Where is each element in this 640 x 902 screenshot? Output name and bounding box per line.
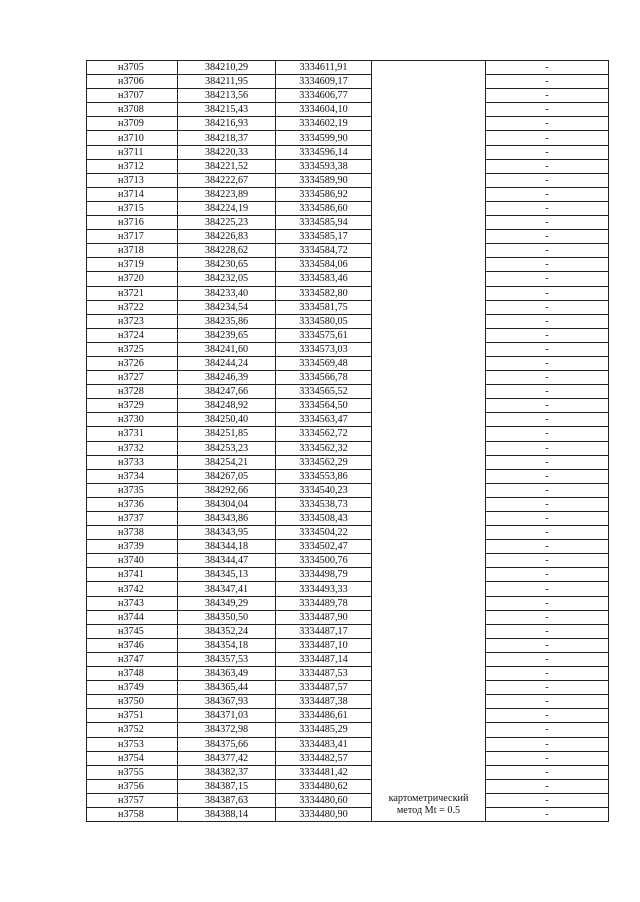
x-coordinate-cell: 384222,67 bbox=[178, 173, 276, 187]
x-coordinate-cell: 384223,89 bbox=[178, 187, 276, 201]
point-id-cell: н3755 bbox=[87, 765, 178, 779]
table-row bbox=[87, 371, 609, 385]
table-row bbox=[87, 61, 609, 75]
error-cell: - bbox=[486, 103, 609, 117]
x-coordinate-cell: 384382,37 bbox=[178, 765, 276, 779]
y-coordinate-cell: 3334486,61 bbox=[276, 709, 372, 723]
point-id-cell: н3757 bbox=[87, 793, 178, 807]
point-id-cell: н3706 bbox=[87, 75, 178, 89]
table-row bbox=[87, 455, 609, 469]
y-coordinate-cell: 3334563,47 bbox=[276, 413, 372, 427]
method-accuracy-label: метод Mt = 0.5 bbox=[396, 805, 461, 817]
x-coordinate-cell: 384253,23 bbox=[178, 441, 276, 455]
point-id-cell: н3712 bbox=[87, 159, 178, 173]
error-cell: - bbox=[486, 526, 609, 540]
x-coordinate-cell: 384267,05 bbox=[178, 469, 276, 483]
x-coordinate-cell: 384239,65 bbox=[178, 328, 276, 342]
y-coordinate-cell: 3334611,91 bbox=[276, 61, 372, 75]
x-coordinate-cell: 384347,41 bbox=[178, 582, 276, 596]
table-row bbox=[87, 356, 609, 370]
x-coordinate-cell: 384352,24 bbox=[178, 624, 276, 638]
x-coordinate-cell: 384225,23 bbox=[178, 216, 276, 230]
point-id-cell: н3730 bbox=[87, 413, 178, 427]
y-coordinate-cell: 3334582,80 bbox=[276, 286, 372, 300]
error-cell: - bbox=[486, 356, 609, 370]
x-coordinate-cell: 384377,42 bbox=[178, 751, 276, 765]
table-row bbox=[87, 596, 609, 610]
point-id-cell: н3731 bbox=[87, 427, 178, 441]
y-coordinate-cell: 3334480,62 bbox=[276, 779, 372, 793]
table-row bbox=[87, 695, 609, 709]
point-id-cell: н3737 bbox=[87, 512, 178, 526]
y-coordinate-cell: 3334480,60 bbox=[276, 793, 372, 807]
point-id-cell: н3729 bbox=[87, 399, 178, 413]
x-coordinate-cell: 384344,47 bbox=[178, 554, 276, 568]
x-coordinate-cell: 384343,86 bbox=[178, 512, 276, 526]
error-cell: - bbox=[486, 652, 609, 666]
error-cell: - bbox=[486, 681, 609, 695]
error-cell: - bbox=[486, 624, 609, 638]
error-cell: - bbox=[486, 638, 609, 652]
point-id-cell: н3751 bbox=[87, 709, 178, 723]
point-id-cell: н3716 bbox=[87, 216, 178, 230]
y-coordinate-cell: 3334586,92 bbox=[276, 187, 372, 201]
error-cell: - bbox=[486, 75, 609, 89]
x-coordinate-cell: 384215,43 bbox=[178, 103, 276, 117]
table-row bbox=[87, 610, 609, 624]
x-coordinate-cell: 384357,53 bbox=[178, 652, 276, 666]
point-id-cell: н3715 bbox=[87, 201, 178, 215]
point-id-cell: н3745 bbox=[87, 624, 178, 638]
table-row bbox=[87, 526, 609, 540]
x-coordinate-cell: 384343,95 bbox=[178, 526, 276, 540]
y-coordinate-cell: 3334489,78 bbox=[276, 596, 372, 610]
point-id-cell: н3756 bbox=[87, 779, 178, 793]
error-cell: - bbox=[486, 145, 609, 159]
table-row bbox=[87, 737, 609, 751]
y-coordinate-cell: 3334482,57 bbox=[276, 751, 372, 765]
error-cell: - bbox=[486, 554, 609, 568]
table-row bbox=[87, 244, 609, 258]
table-row bbox=[87, 145, 609, 159]
table-row bbox=[87, 117, 609, 131]
y-coordinate-cell: 3334602,19 bbox=[276, 117, 372, 131]
point-id-cell: н3747 bbox=[87, 652, 178, 666]
y-coordinate-cell: 3334487,17 bbox=[276, 624, 372, 638]
y-coordinate-cell: 3334589,90 bbox=[276, 173, 372, 187]
point-id-cell: н3742 bbox=[87, 582, 178, 596]
point-id-cell: н3705 bbox=[87, 61, 178, 75]
table-row bbox=[87, 681, 609, 695]
x-coordinate-cell: 384251,85 bbox=[178, 427, 276, 441]
y-coordinate-cell: 3334586,60 bbox=[276, 201, 372, 215]
y-coordinate-cell: 3334599,90 bbox=[276, 131, 372, 145]
error-cell: - bbox=[486, 723, 609, 737]
point-id-cell: н3733 bbox=[87, 455, 178, 469]
point-id-cell: н3728 bbox=[87, 385, 178, 399]
table-row bbox=[87, 413, 609, 427]
x-coordinate-cell: 384365,44 bbox=[178, 681, 276, 695]
y-coordinate-cell: 3334573,03 bbox=[276, 342, 372, 356]
y-coordinate-cell: 3334480,90 bbox=[276, 807, 372, 821]
point-id-cell: н3707 bbox=[87, 89, 178, 103]
table-row bbox=[87, 723, 609, 737]
x-coordinate-cell: 384349,29 bbox=[178, 596, 276, 610]
point-id-cell: н3727 bbox=[87, 371, 178, 385]
error-cell: - bbox=[486, 765, 609, 779]
point-id-cell: н3726 bbox=[87, 356, 178, 370]
x-coordinate-cell: 384254,21 bbox=[178, 455, 276, 469]
table-row bbox=[87, 272, 609, 286]
point-id-cell: н3736 bbox=[87, 497, 178, 511]
point-id-cell: н3754 bbox=[87, 751, 178, 765]
y-coordinate-cell: 3334569,48 bbox=[276, 356, 372, 370]
error-cell: - bbox=[486, 385, 609, 399]
point-id-cell: н3719 bbox=[87, 258, 178, 272]
error-cell: - bbox=[486, 469, 609, 483]
table-row bbox=[87, 230, 609, 244]
y-coordinate-cell: 3334538,73 bbox=[276, 497, 372, 511]
y-coordinate-cell: 3334483,41 bbox=[276, 737, 372, 751]
error-cell: - bbox=[486, 173, 609, 187]
error-cell: - bbox=[486, 159, 609, 173]
y-coordinate-cell: 3334580,05 bbox=[276, 314, 372, 328]
table-row bbox=[87, 512, 609, 526]
y-coordinate-cell: 3334583,46 bbox=[276, 272, 372, 286]
x-coordinate-cell: 384367,93 bbox=[178, 695, 276, 709]
x-coordinate-cell: 384247,66 bbox=[178, 385, 276, 399]
table-row bbox=[87, 483, 609, 497]
y-coordinate-cell: 3334562,72 bbox=[276, 427, 372, 441]
y-coordinate-cell: 3334562,32 bbox=[276, 441, 372, 455]
x-coordinate-cell: 384350,50 bbox=[178, 610, 276, 624]
point-id-cell: н3744 bbox=[87, 610, 178, 624]
y-coordinate-cell: 3334502,47 bbox=[276, 540, 372, 554]
table-row bbox=[87, 807, 609, 821]
x-coordinate-cell: 384363,49 bbox=[178, 667, 276, 681]
error-cell: - bbox=[486, 328, 609, 342]
table-row bbox=[87, 497, 609, 511]
error-cell: - bbox=[486, 371, 609, 385]
x-coordinate-cell: 384244,24 bbox=[178, 356, 276, 370]
table-row bbox=[87, 540, 609, 554]
point-id-cell: н3741 bbox=[87, 568, 178, 582]
point-id-cell: н3732 bbox=[87, 441, 178, 455]
x-coordinate-cell: 384211,95 bbox=[178, 75, 276, 89]
point-id-cell: н3738 bbox=[87, 526, 178, 540]
coordinates-table-body bbox=[87, 61, 609, 822]
x-coordinate-cell: 384375,66 bbox=[178, 737, 276, 751]
table-row bbox=[87, 385, 609, 399]
x-coordinate-cell: 384220,33 bbox=[178, 145, 276, 159]
error-cell: - bbox=[486, 300, 609, 314]
y-coordinate-cell: 3334487,38 bbox=[276, 695, 372, 709]
point-id-cell: н3722 bbox=[87, 300, 178, 314]
y-coordinate-cell: 3334487,14 bbox=[276, 652, 372, 666]
x-coordinate-cell: 384344,18 bbox=[178, 540, 276, 554]
error-cell: - bbox=[486, 286, 609, 300]
y-coordinate-cell: 3334564,50 bbox=[276, 399, 372, 413]
coordinates-table bbox=[86, 60, 609, 822]
error-cell: - bbox=[486, 512, 609, 526]
y-coordinate-cell: 3334504,22 bbox=[276, 526, 372, 540]
error-cell: - bbox=[486, 258, 609, 272]
x-coordinate-cell: 384224,19 bbox=[178, 201, 276, 215]
x-coordinate-cell: 384218,37 bbox=[178, 131, 276, 145]
table-row bbox=[87, 469, 609, 483]
point-id-cell: н3723 bbox=[87, 314, 178, 328]
y-coordinate-cell: 3334566,78 bbox=[276, 371, 372, 385]
x-coordinate-cell: 384372,98 bbox=[178, 723, 276, 737]
x-coordinate-cell: 384304,04 bbox=[178, 497, 276, 511]
error-cell: - bbox=[486, 582, 609, 596]
error-cell: - bbox=[486, 399, 609, 413]
error-cell: - bbox=[486, 793, 609, 807]
y-coordinate-cell: 3334481,42 bbox=[276, 765, 372, 779]
error-cell: - bbox=[486, 117, 609, 131]
y-coordinate-cell: 3334565,52 bbox=[276, 385, 372, 399]
table-row bbox=[87, 173, 609, 187]
y-coordinate-cell: 3334609,17 bbox=[276, 75, 372, 89]
error-cell: - bbox=[486, 610, 609, 624]
error-cell: - bbox=[486, 441, 609, 455]
table-row bbox=[87, 300, 609, 314]
error-cell: - bbox=[486, 807, 609, 821]
x-coordinate-cell: 384228,62 bbox=[178, 244, 276, 258]
x-coordinate-cell: 384233,40 bbox=[178, 286, 276, 300]
table-row bbox=[87, 399, 609, 413]
error-cell: - bbox=[486, 751, 609, 765]
error-cell: - bbox=[486, 244, 609, 258]
point-id-cell: н3749 bbox=[87, 681, 178, 695]
point-id-cell: н3752 bbox=[87, 723, 178, 737]
table-row bbox=[87, 131, 609, 145]
error-cell: - bbox=[486, 314, 609, 328]
x-coordinate-cell: 384292,66 bbox=[178, 483, 276, 497]
error-cell: - bbox=[486, 455, 609, 469]
x-coordinate-cell: 384246,39 bbox=[178, 371, 276, 385]
error-cell: - bbox=[486, 737, 609, 751]
table-row bbox=[87, 793, 609, 807]
table-row bbox=[87, 441, 609, 455]
method-cell bbox=[372, 61, 486, 822]
error-cell: - bbox=[486, 201, 609, 215]
table-row bbox=[87, 427, 609, 441]
error-cell: - bbox=[486, 667, 609, 681]
table-row bbox=[87, 216, 609, 230]
y-coordinate-cell: 3334485,29 bbox=[276, 723, 372, 737]
y-coordinate-cell: 3334498,79 bbox=[276, 568, 372, 582]
x-coordinate-cell: 384226,83 bbox=[178, 230, 276, 244]
table-row bbox=[87, 314, 609, 328]
y-coordinate-cell: 3334593,38 bbox=[276, 159, 372, 173]
y-coordinate-cell: 3334487,10 bbox=[276, 638, 372, 652]
y-coordinate-cell: 3334493,33 bbox=[276, 582, 372, 596]
table-row bbox=[87, 652, 609, 666]
error-cell: - bbox=[486, 427, 609, 441]
y-coordinate-cell: 3334540,23 bbox=[276, 483, 372, 497]
point-id-cell: н3720 bbox=[87, 272, 178, 286]
error-cell: - bbox=[486, 695, 609, 709]
table-row bbox=[87, 103, 609, 117]
x-coordinate-cell: 384232,05 bbox=[178, 272, 276, 286]
y-coordinate-cell: 3334487,53 bbox=[276, 667, 372, 681]
point-id-cell: н3734 bbox=[87, 469, 178, 483]
point-id-cell: н3718 bbox=[87, 244, 178, 258]
error-cell: - bbox=[486, 216, 609, 230]
table-row bbox=[87, 89, 609, 103]
table-row bbox=[87, 342, 609, 356]
y-coordinate-cell: 3334553,86 bbox=[276, 469, 372, 483]
y-coordinate-cell: 3334604,10 bbox=[276, 103, 372, 117]
point-id-cell: н3743 bbox=[87, 596, 178, 610]
error-cell: - bbox=[486, 568, 609, 582]
y-coordinate-cell: 3334500,76 bbox=[276, 554, 372, 568]
y-coordinate-cell: 3334596,14 bbox=[276, 145, 372, 159]
x-coordinate-cell: 384345,13 bbox=[178, 568, 276, 582]
x-coordinate-cell: 384248,92 bbox=[178, 399, 276, 413]
point-id-cell: н3750 bbox=[87, 695, 178, 709]
x-coordinate-cell: 384387,15 bbox=[178, 779, 276, 793]
table-row bbox=[87, 709, 609, 723]
table-row bbox=[87, 765, 609, 779]
point-id-cell: н3711 bbox=[87, 145, 178, 159]
error-cell: - bbox=[486, 342, 609, 356]
x-coordinate-cell: 384250,40 bbox=[178, 413, 276, 427]
table-row bbox=[87, 258, 609, 272]
point-id-cell: н3758 bbox=[87, 807, 178, 821]
error-cell: - bbox=[486, 187, 609, 201]
error-cell: - bbox=[486, 596, 609, 610]
point-id-cell: н3717 bbox=[87, 230, 178, 244]
point-id-cell: н3740 bbox=[87, 554, 178, 568]
x-coordinate-cell: 384210,29 bbox=[178, 61, 276, 75]
y-coordinate-cell: 3334584,06 bbox=[276, 258, 372, 272]
x-coordinate-cell: 384371,03 bbox=[178, 709, 276, 723]
point-id-cell: н3710 bbox=[87, 131, 178, 145]
point-id-cell: н3709 bbox=[87, 117, 178, 131]
table-row bbox=[87, 159, 609, 173]
x-coordinate-cell: 384213,56 bbox=[178, 89, 276, 103]
x-coordinate-cell: 384221,52 bbox=[178, 159, 276, 173]
table-row bbox=[87, 582, 609, 596]
point-id-cell: н3708 bbox=[87, 103, 178, 117]
x-coordinate-cell: 384388,14 bbox=[178, 807, 276, 821]
y-coordinate-cell: 3334575,61 bbox=[276, 328, 372, 342]
y-coordinate-cell: 3334508,43 bbox=[276, 512, 372, 526]
point-id-cell: н3735 bbox=[87, 483, 178, 497]
x-coordinate-cell: 384387,63 bbox=[178, 793, 276, 807]
point-id-cell: н3724 bbox=[87, 328, 178, 342]
x-coordinate-cell: 384234,54 bbox=[178, 300, 276, 314]
table-row bbox=[87, 568, 609, 582]
table-row bbox=[87, 554, 609, 568]
table-row bbox=[87, 187, 609, 201]
point-id-cell: н3721 bbox=[87, 286, 178, 300]
table-row bbox=[87, 75, 609, 89]
error-cell: - bbox=[486, 131, 609, 145]
error-cell: - bbox=[486, 483, 609, 497]
table-row bbox=[87, 201, 609, 215]
table-row bbox=[87, 286, 609, 300]
table-row bbox=[87, 779, 609, 793]
error-cell: - bbox=[486, 709, 609, 723]
error-cell: - bbox=[486, 61, 609, 75]
x-coordinate-cell: 384235,86 bbox=[178, 314, 276, 328]
point-id-cell: н3746 bbox=[87, 638, 178, 652]
y-coordinate-cell: 3334606,77 bbox=[276, 89, 372, 103]
y-coordinate-cell: 3334585,17 bbox=[276, 230, 372, 244]
y-coordinate-cell: 3334584,72 bbox=[276, 244, 372, 258]
point-id-cell: н3713 bbox=[87, 173, 178, 187]
error-cell: - bbox=[486, 230, 609, 244]
error-cell: - bbox=[486, 272, 609, 286]
error-cell: - bbox=[486, 89, 609, 103]
point-id-cell: н3748 bbox=[87, 667, 178, 681]
error-cell: - bbox=[486, 540, 609, 554]
error-cell: - bbox=[486, 779, 609, 793]
method-label: картометрический bbox=[388, 793, 469, 805]
error-cell: - bbox=[486, 413, 609, 427]
x-coordinate-cell: 384216,93 bbox=[178, 117, 276, 131]
point-id-cell: н3714 bbox=[87, 187, 178, 201]
error-cell: - bbox=[486, 497, 609, 511]
y-coordinate-cell: 3334585,94 bbox=[276, 216, 372, 230]
x-coordinate-cell: 384241,60 bbox=[178, 342, 276, 356]
y-coordinate-cell: 3334487,57 bbox=[276, 681, 372, 695]
table-row bbox=[87, 638, 609, 652]
table-row bbox=[87, 624, 609, 638]
x-coordinate-cell: 384354,18 bbox=[178, 638, 276, 652]
y-coordinate-cell: 3334581,75 bbox=[276, 300, 372, 314]
y-coordinate-cell: 3334487,90 bbox=[276, 610, 372, 624]
x-coordinate-cell: 384230,65 bbox=[178, 258, 276, 272]
table-row bbox=[87, 667, 609, 681]
y-coordinate-cell: 3334562,29 bbox=[276, 455, 372, 469]
table-row bbox=[87, 328, 609, 342]
table-row bbox=[87, 751, 609, 765]
point-id-cell: н3725 bbox=[87, 342, 178, 356]
point-id-cell: н3739 bbox=[87, 540, 178, 554]
point-id-cell: н3753 bbox=[87, 737, 178, 751]
